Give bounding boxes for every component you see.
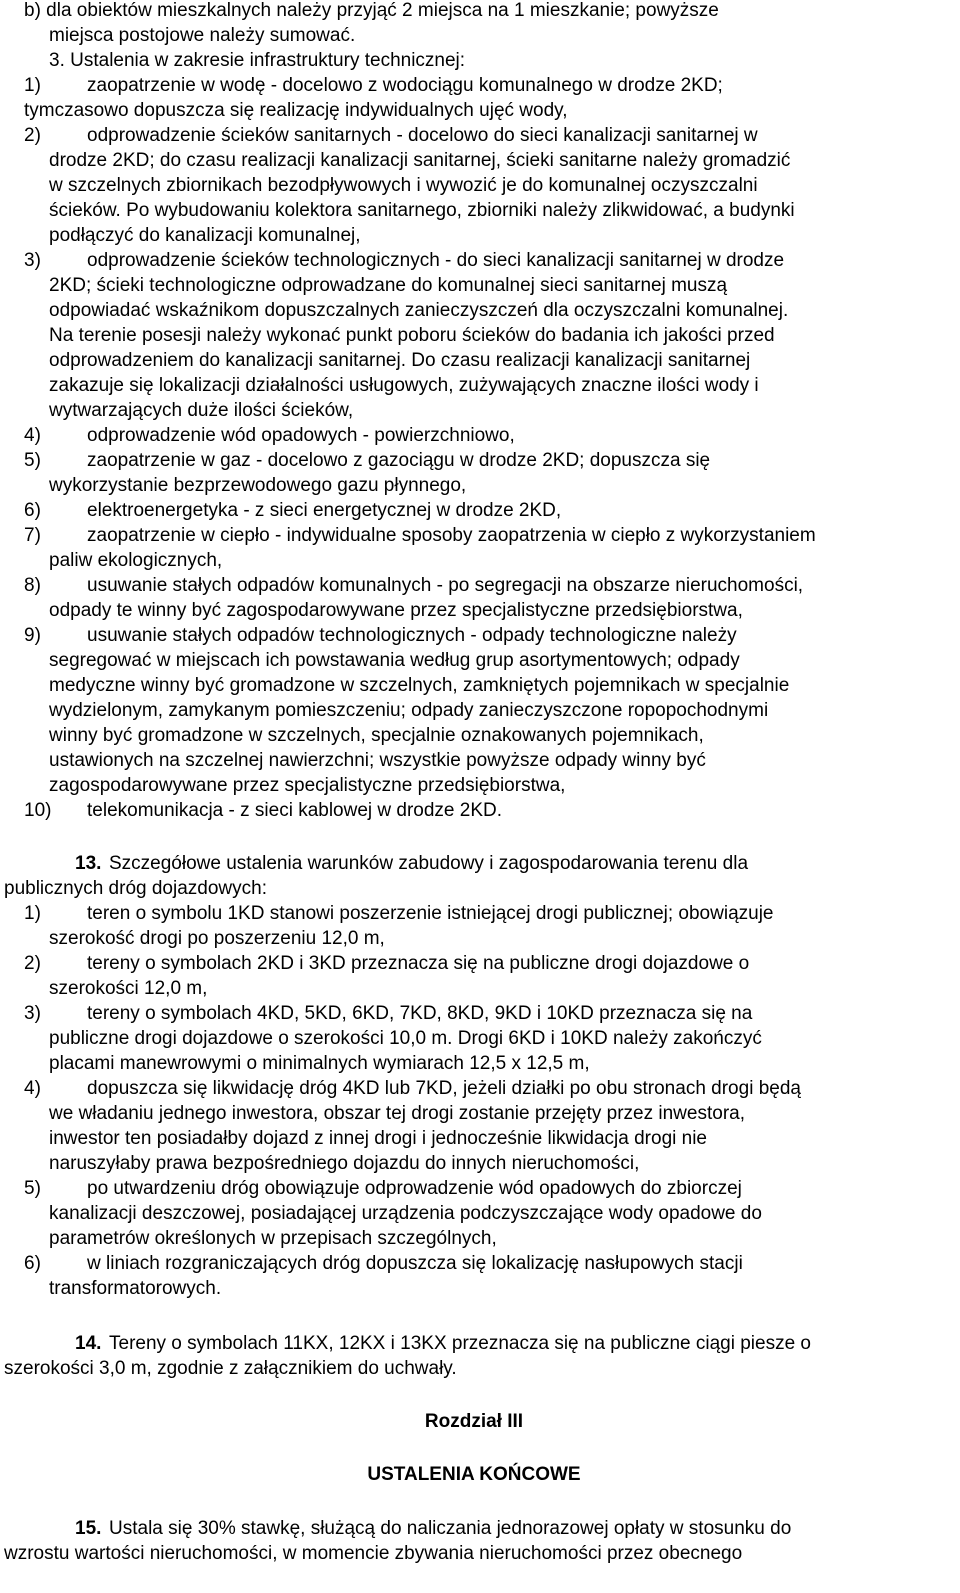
section-3-heading: 3. Ustalenia w zakresie infrastruktury technicznej: (49, 50, 466, 71)
list-item-line: 2KD; ścieki technologiczne odprowadzane do komunalnej sieci sanitarnej muszą (49, 275, 728, 296)
list-item-line: drodze 2KD; do czasu realizacji kanalizacji sanitarnej, ścieki sanitarne należy gromadzić (49, 150, 791, 171)
list-number: 3) (24, 1003, 41, 1024)
list-number: 10) (24, 800, 52, 821)
list-item-line: segregować w miejscach ich powstawania według grup asortymentowych; odpady (49, 650, 740, 671)
list-item-line: inwestor ten posiadałby dojazd z innej drogi i jednocześnie likwidacja drogi nie (49, 1128, 707, 1149)
section-13-line: publicznych dróg dojazdowych: (4, 878, 267, 899)
list-item-line: kanalizacji deszczowej, posiadającej urządzenia podczyszczające wody opadowe do (49, 1203, 762, 1224)
section-14-line: Tereny o symbolach 11KX, 12KX i 13KX przeznacza się na publiczne ciągi piesze o (109, 1333, 811, 1354)
list-number: 2) (24, 953, 41, 974)
chapter-subtitle: USTALENIA KOŃCOWE (367, 1464, 581, 1485)
list-item-line: placami manewrowymi o minimalnych wymiarach 12,5 x 12,5 m, (49, 1053, 590, 1074)
list-item-line: zagospodarowywane przez specjalistyczne przedsiębiorstwa, (49, 775, 566, 796)
list-item-line: paliw ekologicznych, (49, 550, 223, 571)
list-item-line: dopuszcza się likwidację dróg 4KD lub 7KD, jeżeli działki po obu stronach drogi będą (87, 1078, 801, 1099)
section-14-line: szerokości 3,0 m, zgodnie z załącznikiem do uchwały. (4, 1358, 457, 1379)
list-item-line: odpowiadać wskaźnikom dopuszczalnych zanieczyszczeń dla oczyszczalni komunalnej. (49, 300, 789, 321)
list-item-line: wykorzystanie bezprzewodowego gazu płynnego, (49, 475, 467, 496)
list-item-line: usuwanie stałych odpadów technologicznych - odpady technologiczne należy (87, 625, 737, 646)
list-item-line: publiczne drogi dojazdowe o szerokości 10,0 m. Drogi 6KD i 10KD należy zakończyć (49, 1028, 762, 1049)
list-number: 5) (24, 1178, 41, 1199)
list-number: 7) (24, 525, 41, 546)
list-number: 6) (24, 500, 41, 521)
list-item-line: naruszyłaby prawa bezpośredniego dojazdu do innych nieruchomości, (49, 1153, 640, 1174)
list-item-line: podłączyć do kanalizacji komunalnej, (49, 225, 361, 246)
list-item-line: ustawionych na szczelnej nawierzchni; wszystkie powyższe odpady winny być (49, 750, 706, 771)
list-item-line: odprowadzenie ścieków sanitarnych - docelowo do sieci kanalizacji sanitarnej w (87, 125, 758, 146)
list-item-line: zaopatrzenie w gaz - docelowo z gazociągu w drodze 2KD; dopuszcza się (87, 450, 711, 471)
list-item-line: tymczasowo dopuszcza się realizację indywidualnych ujęć wody, (24, 100, 568, 121)
section-15-line: wzrostu wartości nieruchomości, w momencie zbywania nieruchomości przez obecnego (4, 1543, 743, 1564)
list-number: 9) (24, 625, 41, 646)
list-item-line: szerokości 12,0 m, (49, 978, 208, 999)
list-item-line: medyczne winny być gromadzone w szczelnych, zamkniętych pojemnikach w specjalnie (49, 675, 790, 696)
list-item-line: odpady te winny być zagospodarowywane przez specjalistyczne przedsiębiorstwa, (49, 600, 743, 621)
list-number: 4) (24, 425, 41, 446)
list-item-line: elektroenergetyka - z sieci energetycznej w drodze 2KD, (87, 500, 562, 521)
list-item-line: teren o symbolu 1KD stanowi poszerzenie istniejącej drogi publicznej; obowiązuje (87, 903, 774, 924)
section-13-number: 13. (75, 853, 102, 874)
section-14-number: 14. (75, 1333, 102, 1354)
list-item-line: wytwarzających duże ilości ścieków, (49, 400, 354, 421)
list-number: 1) (24, 75, 41, 96)
list-item-line: w szczelnych zbiornikach bezodpływowych i wywozić je do komunalnej oczyszczalni (49, 175, 758, 196)
section-13-line: Szczegółowe ustalenia warunków zabudowy i zagospodarowania terenu dla (109, 853, 749, 874)
list-item-line: zakazuje się lokalizacji działalności usługowych, zużywających znaczne ilości wody i (49, 375, 759, 396)
paragraph-b-line: b) dla obiektów mieszkalnych należy przyjąć 2 miejsca na 1 mieszkanie; powyższe (24, 0, 719, 21)
list-number: 1) (24, 903, 41, 924)
list-item-line: usuwanie stałych odpadów komunalnych - po segregacji na obszarze nieruchomości, (87, 575, 804, 596)
list-item-line: wydzielonym, zamykanym pomieszczeniu; odpady zanieczyszczone ropopochodnymi (49, 700, 769, 721)
list-item-line: parametrów określonych w przepisach szczególnych, (49, 1228, 497, 1249)
list-item-line: tereny o symbolach 4KD, 5KD, 6KD, 7KD, 8KD, 9KD i 10KD przeznacza się na (87, 1003, 753, 1024)
list-number: 4) (24, 1078, 41, 1099)
list-number: 8) (24, 575, 41, 596)
list-item-line: po utwardzeniu dróg obowiązuje odprowadzenie wód opadowych do zbiorczej (87, 1178, 742, 1199)
section-15-line: Ustala się 30% stawkę, służącą do naliczania jednorazowej opłaty w stosunku do (109, 1518, 792, 1539)
list-item-line: telekomunikacja - z sieci kablowej w drodze 2KD. (87, 800, 503, 821)
list-item-line: zaopatrzenie w ciepło - indywidualne sposoby zaopatrzenia w ciepło z wykorzystaniem (87, 525, 816, 546)
list-number: 2) (24, 125, 41, 146)
list-item-line: we władaniu jednego inwestora, obszar tej drogi zostanie przejęty przez inwestora, (49, 1103, 745, 1124)
section-15-number: 15. (75, 1518, 102, 1539)
list-item-line: Na terenie posesji należy wykonać punkt poboru ścieków do badania ich jakości przed (49, 325, 775, 346)
list-item-line: tereny o symbolach 2KD i 3KD przeznacza się na publiczne drogi dojazdowe o (87, 953, 750, 974)
list-item-line: zaopatrzenie w wodę - docelowo z wodociągu komunalnego w drodze 2KD; (87, 75, 723, 96)
list-number: 5) (24, 450, 41, 471)
chapter-title: Rozdział III (424, 1411, 524, 1432)
list-item-line: transformatorowych. (49, 1278, 222, 1299)
paragraph-b-line: miejsca postojowe należy sumować. (49, 25, 356, 46)
list-item-line: w liniach rozgraniczających dróg dopuszcza się lokalizację nasłupowych stacji (87, 1253, 743, 1274)
list-number: 3) (24, 250, 41, 271)
list-item-line: winny być gromadzone w szczelnych, specjalnie oznakowanych pojemnikach, (49, 725, 704, 746)
list-item-line: odprowadzenie wód opadowych - powierzchniowo, (87, 425, 515, 446)
list-item-line: ścieków. Po wybudowaniu kolektora sanitarnego, zbiorniki należy zlikwidować, a budynki (49, 200, 795, 221)
list-number: 6) (24, 1253, 41, 1274)
list-item-line: odprowadzenie ścieków technologicznych - do sieci kanalizacji sanitarnej w drodze (87, 250, 785, 271)
list-item-line: odprowadzeniem do kanalizacji sanitarnej. Do czasu realizacji kanalizacji sanitarnej (49, 350, 751, 371)
list-item-line: szerokość drogi po poszerzeniu 12,0 m, (49, 928, 385, 949)
